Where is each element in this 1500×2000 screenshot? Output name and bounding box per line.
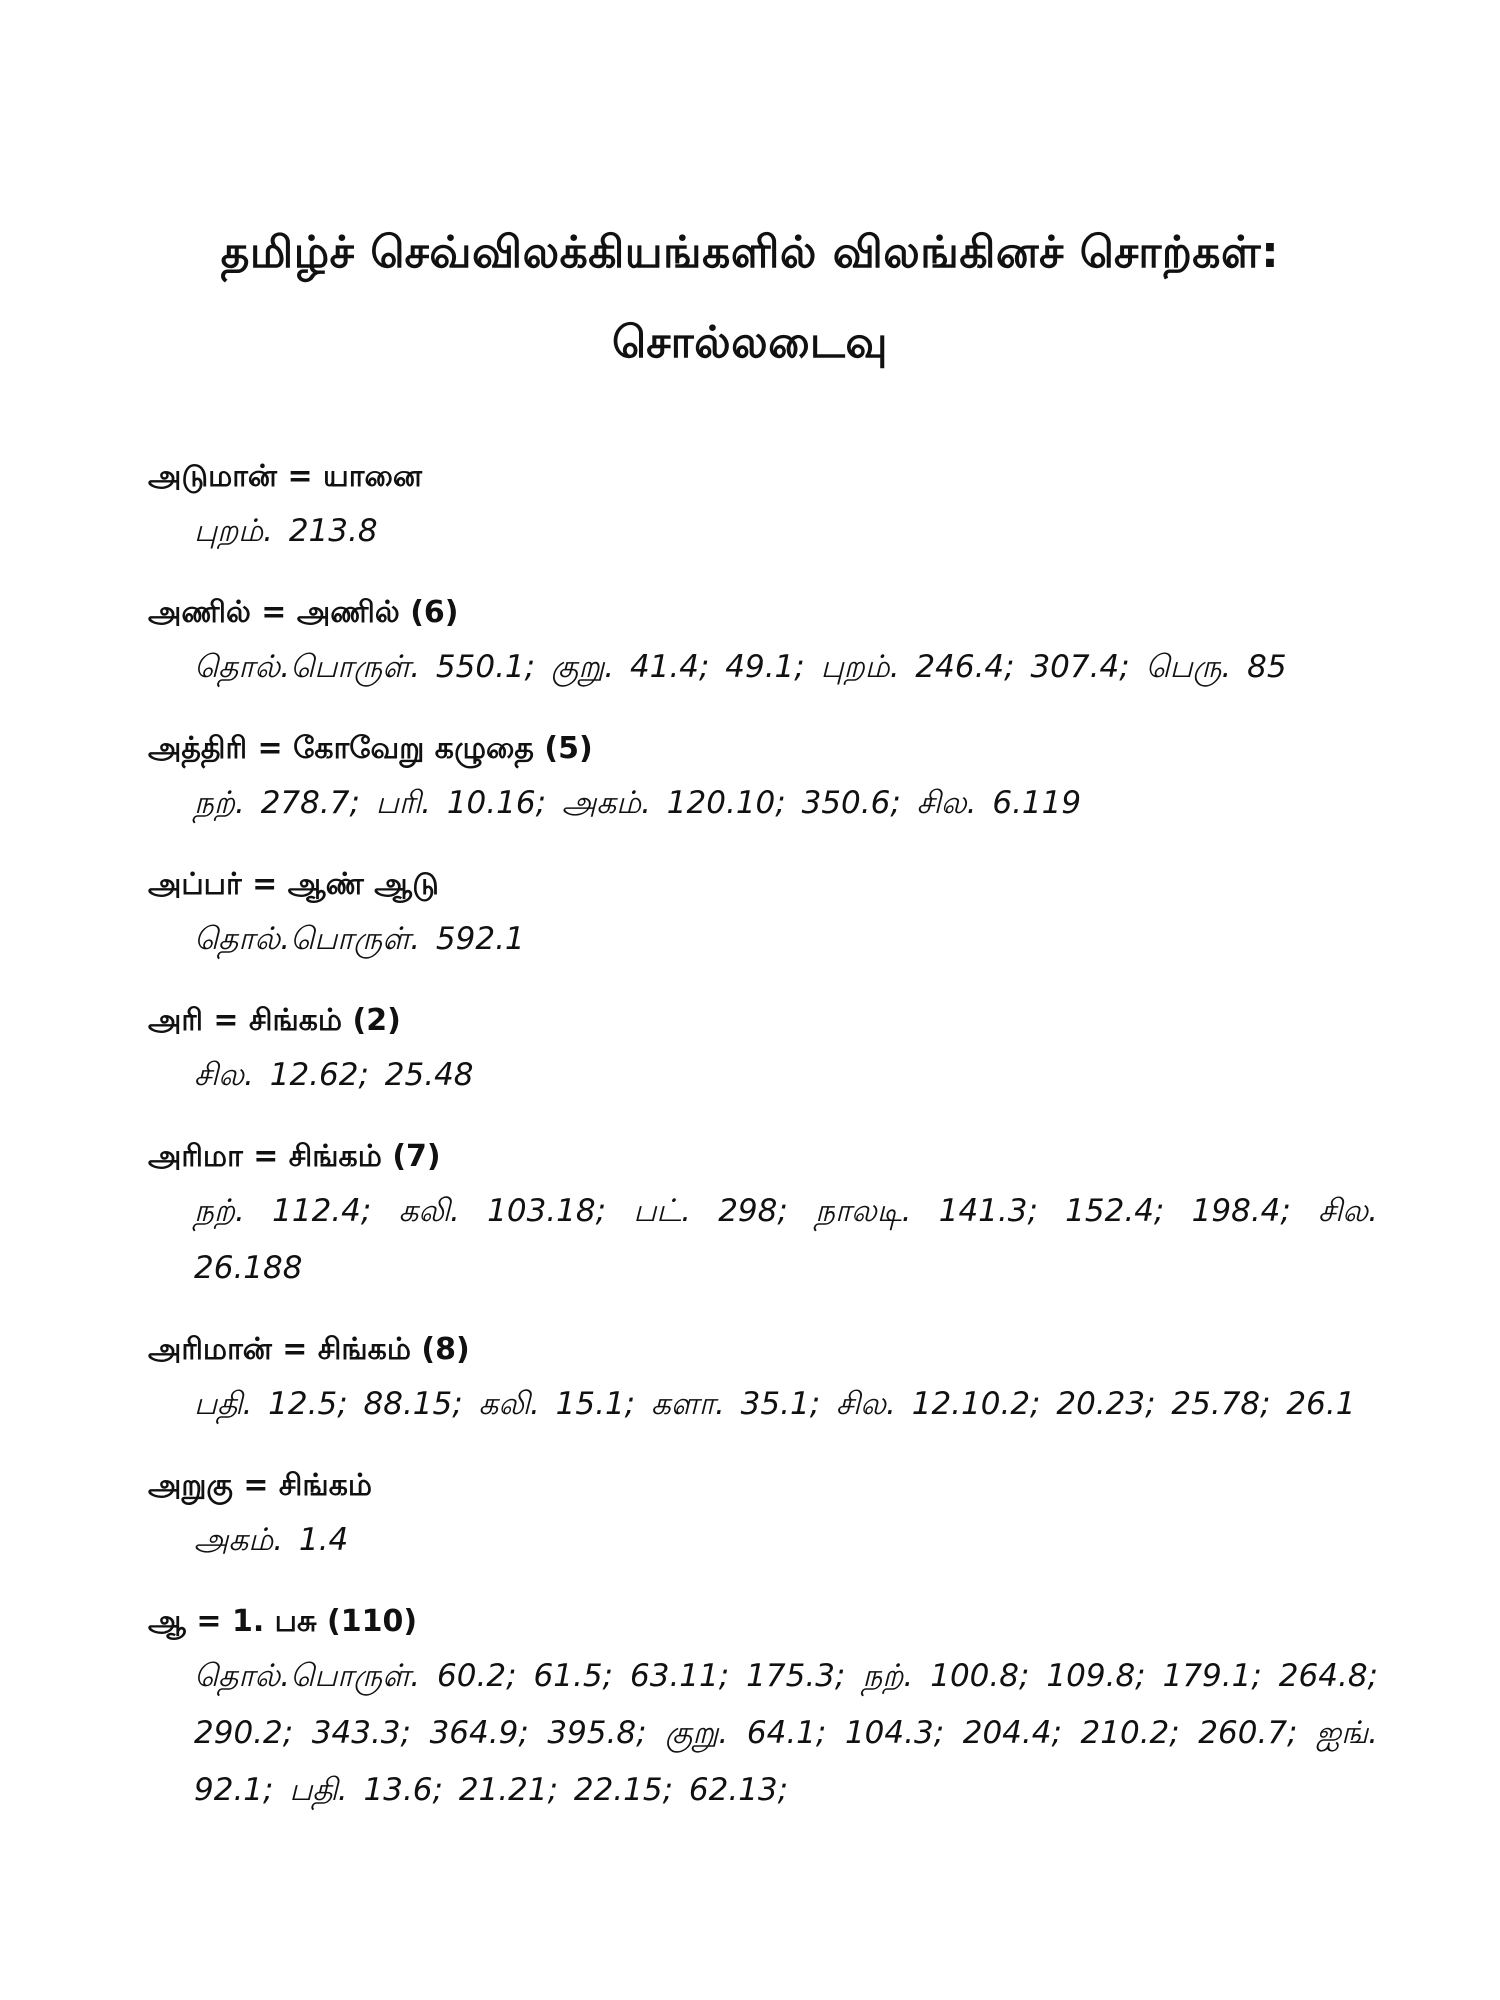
entry-references: தொல்.பொருள். 592.1 <box>194 921 525 957</box>
entry-headword: அணில் = அணில் (6) <box>148 595 459 630</box>
entry-references: அகம். 1.4 <box>194 1522 349 1558</box>
entry-references: தொல்.பொருள். 550.1; குறு. 41.4; 49.1; புறம். 246.4; 307.4; பெரு. 85 <box>194 649 1287 685</box>
entry-headword: ஆ = 1. பசு (110) <box>148 1604 418 1639</box>
entry-headword: அரி = சிங்கம் (2) <box>148 1003 401 1038</box>
index-entry <box>148 1600 1378 1819</box>
entry-headword: அடுமான் = யானை <box>148 459 422 494</box>
title-line-2: சொல்லடைவு <box>612 317 888 368</box>
index-entry <box>148 1464 1378 1569</box>
entry-headword: அத்திரி = கோவேறு கழுதை (5) <box>148 731 593 766</box>
entry-references: புறம். 213.8 <box>194 513 378 549</box>
entry-headword: அப்பர் = ஆண் ஆடு <box>148 867 439 902</box>
entry-references: பதி. 12.5; 88.15; கலி. 15.1; களா. 35.1; சில. 12.10.2; 20.23; 25.78; 26.1 <box>194 1386 1356 1422</box>
entry-references: தொல்.பொருள். 60.2; 61.5; 63.11; 175.3; நற். 100.8; 109.8; 179.1; 264.8; 290.2; 343.3; 364.9; 395.8; குறு. 64.1; 104.3; 204.4; 210.2; 260.7; ஐங். 92.1; பதி. 13.6; 21.21; 22.15; 62.13; <box>194 1658 1378 1808</box>
entry-headword: அறுகு = சிங்கம் <box>148 1468 373 1503</box>
index-entry <box>148 727 1378 832</box>
index-entry <box>148 1328 1378 1433</box>
entry-references: நற். 278.7; பரி. 10.16; அகம். 120.10; 350.6; சில. 6.119 <box>194 785 1082 821</box>
index-entry <box>148 1135 1378 1297</box>
index-entry <box>148 455 1378 560</box>
index-entry <box>148 863 1378 968</box>
entry-headword: அரிமான் = சிங்கம் (8) <box>148 1332 470 1367</box>
entry-references: சில. 12.62; 25.48 <box>194 1057 474 1093</box>
index-entry <box>148 999 1378 1104</box>
entry-headword: அரிமா = சிங்கம் (7) <box>148 1139 441 1174</box>
index-entry <box>148 591 1378 696</box>
entry-references: நற். 112.4; கலி. 103.18; பட். 298; நாலடி. 141.3; 152.4; 198.4; சில. 26.188 <box>194 1193 1378 1286</box>
page-title <box>0 208 1500 388</box>
index-entries <box>148 455 1378 1850</box>
title-line-1: தமிழ்ச் செவ்விலக்கியங்களில் விலங்கினச் சொற்கள்: <box>220 227 1280 278</box>
